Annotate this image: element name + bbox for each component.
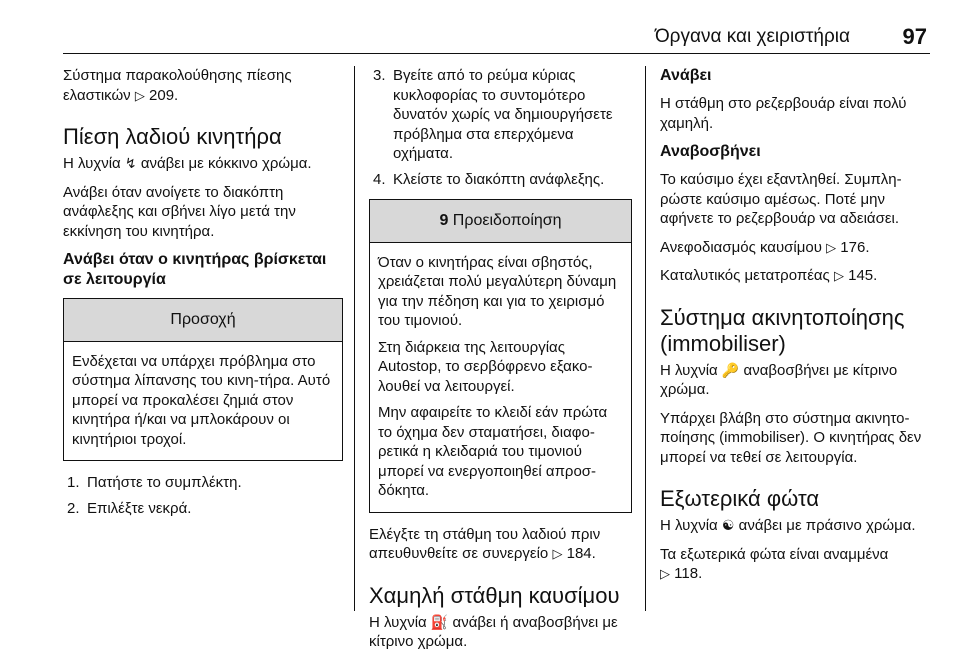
header-rule bbox=[63, 53, 930, 54]
exterior-lights-icon: ☯ bbox=[721, 517, 735, 533]
oil-check-link[interactable]: Ελέγξτε τη στάθμη του λαδιού πριν απευθυνθείτε σε συνεργείο ▷ 184. bbox=[369, 525, 601, 562]
refuelling-link[interactable]: Ανεφοδιασμός καυσίμου ▷ 176. bbox=[660, 238, 870, 256]
column-2 bbox=[369, 66, 632, 661]
section-heading-oil-pressure: Πίεση λαδιού κινητήρα bbox=[63, 124, 282, 149]
section-heading-low-fuel: Χαμηλή στάθμη καυσίμου bbox=[369, 582, 620, 608]
warning-text: Στη διάρκεια της λειτουργίας Autostop, το σερβόφρενο εξακο-λουθεί να λειτουργεί. bbox=[378, 338, 593, 395]
page-ref-arrow-icon: ▷ bbox=[826, 239, 837, 255]
list-item: 4. Κλείστε το διακόπτη ανάφλεξης. bbox=[373, 170, 605, 188]
exterior-lights-link[interactable]: Τα εξωτερικά φώτα είναι αναμμένα ▷ 118. bbox=[660, 545, 889, 582]
warning-box bbox=[369, 199, 632, 513]
column-1 bbox=[63, 66, 343, 528]
page-number: 97 bbox=[902, 24, 927, 49]
tyre-pressure-link[interactable]: Σύστημα παρακολούθησης πίεσης ελαστικών ▷ 209. bbox=[63, 67, 292, 104]
column-divider bbox=[645, 66, 646, 611]
page-ref-arrow-icon: ▷ bbox=[134, 87, 145, 103]
warning-text: Όταν ο κινητήρας είναι σβηστός, χρειάζεται πολύ μεγαλύτερη δύναμη για την πέδηση και για το χειρισμό του τιμονιού. bbox=[378, 253, 617, 329]
oil-can-icon: ↯ bbox=[124, 155, 137, 171]
paragraph: Η λυχνία ↯ ανάβει με κόκκινο χρώμα. bbox=[63, 155, 312, 172]
caution-text: Ενδέχεται να υπάρχει πρόβλημα στο σύστημα λίπανσης του κινη-τήρα. Αυτό μπορεί να προκαλέσει ζημιά στον κινητήρα ή/και να μπλοκάρουν οι κινητήριοι τροχοί. bbox=[72, 352, 331, 448]
paragraph: Ανάβει όταν ανοίγετε το διακόπτη ανάφλεξης και σβήνει λίγο μετά την εκκίνηση του κινητήρα. bbox=[63, 183, 296, 240]
paragraph: Η λυχνία 🔑 αναβοσβήνει με κίτρινο χρώμα. bbox=[660, 361, 898, 398]
warning-text: Μην αφαιρείτε το κλειδί εάν πρώτα το όχημα δεν σταματήσει, διαφο-ρετικά η κλειδαριά του τιμονιού μπορεί να ενεργοποιηθεί απροσ-δόκητα. bbox=[378, 404, 608, 499]
column-3 bbox=[660, 66, 930, 593]
subheading-lights: Ανάβει bbox=[660, 67, 712, 84]
page-ref-arrow-icon: ▷ bbox=[833, 268, 844, 283]
running-header-title: Όργανα και χειριστήρια bbox=[654, 26, 850, 47]
list-item: 1. Πατήστε το συμπλέκτη. bbox=[67, 474, 242, 491]
step-list bbox=[63, 473, 343, 518]
subheading-blinks: Αναβοσβήνει bbox=[660, 143, 761, 160]
list-item: 3. Βγείτε από το ρεύμα κύριας κυκλοφορίας το συντομότερο δυνατόν χωρίς να δημιουργήσετε πρόβλημα στα επερχόμενα οχήματα. bbox=[373, 67, 613, 162]
page-ref-arrow-icon: ▷ bbox=[660, 566, 670, 581]
immobiliser-key-icon: 🔑 bbox=[721, 361, 740, 378]
paragraph: Το καύσιμο έχει εξαντληθεί. Συμπλη-ρώστε καύσιμο αμέσως. Ποτέ μην αφήνετε το ρεζερβουάρ να αδειάσει. bbox=[660, 171, 902, 227]
paragraph: Η στάθμη στο ρεζερβουάρ είναι πολύ χαμηλή. bbox=[660, 95, 907, 132]
caution-box-title: Προσοχή bbox=[64, 299, 342, 342]
warning-box-title: 9 Προειδοποίηση bbox=[370, 200, 631, 243]
subheading-engine-running: Ανάβει όταν ο κινητήρας βρίσκεται σε λειτουργία bbox=[63, 251, 327, 288]
catalytic-converter-link[interactable]: Καταλυτικός μετατροπέας ▷ 145. bbox=[660, 267, 878, 284]
section-heading-immobiliser: Σύστημα ακινητοποίησης (immobiliser) bbox=[660, 304, 905, 356]
paragraph: Η λυχνία ☯ ανάβει με πράσινο χρώμα. bbox=[660, 517, 916, 534]
paragraph: Υπάρχει βλάβη στο σύστημα ακινητο-ποίησης (immobiliser). Ο κινητήρας δεν μπορεί να τεθεί σε λειτουργία. bbox=[660, 409, 922, 466]
column-divider bbox=[354, 66, 355, 611]
page-ref-arrow-icon: ▷ bbox=[552, 546, 563, 561]
list-item: 2. Επιλέξτε νεκρά. bbox=[67, 499, 192, 517]
page-header bbox=[0, 0, 960, 60]
paragraph: Η λυχνία ⛽ ανάβει ή αναβοσβήνει με κίτρινο χρώμα. bbox=[369, 613, 618, 650]
warning-triangle-icon: 9 bbox=[439, 212, 449, 229]
step-list bbox=[369, 66, 632, 189]
caution-box bbox=[63, 298, 343, 461]
section-heading-exterior-lights: Εξωτερικά φώτα bbox=[660, 486, 820, 511]
fuel-pump-icon: ⛽ bbox=[430, 613, 449, 630]
